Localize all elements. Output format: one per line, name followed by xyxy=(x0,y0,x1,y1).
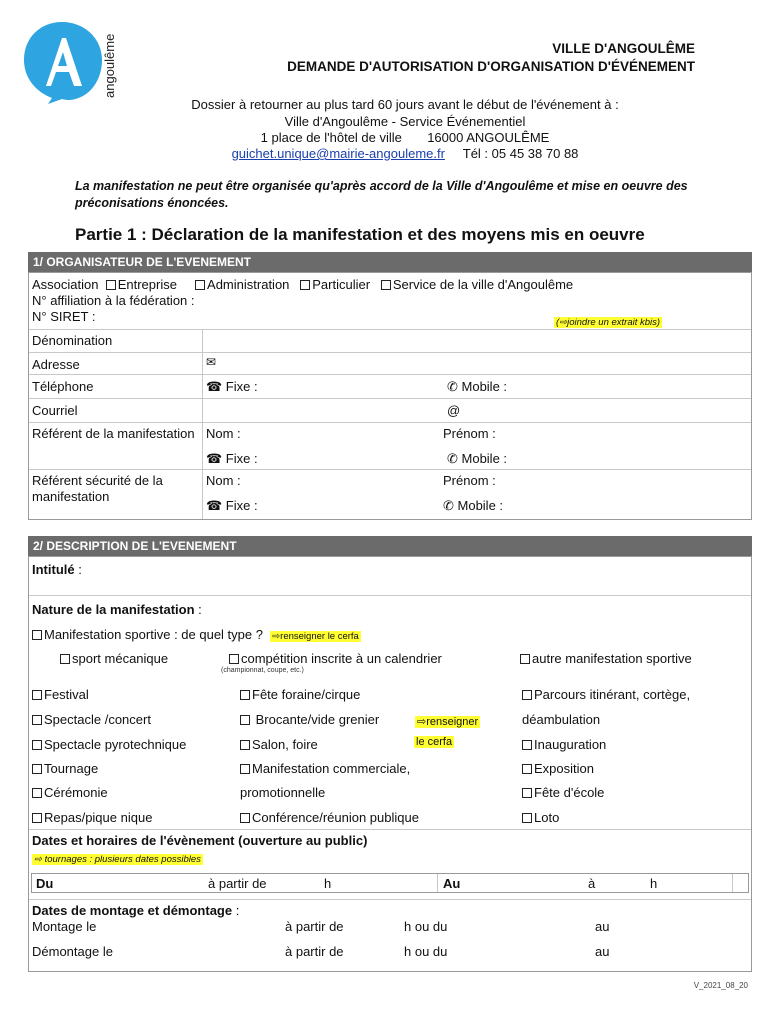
competition-label: compétition inscrite à un calendrier xyxy=(241,651,442,666)
au-label: Au xyxy=(443,876,461,891)
montage-a-partir: à partir de xyxy=(285,919,344,934)
promo-label: promotionnelle xyxy=(240,785,326,800)
city-name: VILLE D'ANGOULÊME xyxy=(552,41,695,56)
checkbox-sportive[interactable] xyxy=(32,630,42,640)
version-label: V_2021_08_20 xyxy=(693,981,748,990)
checkbox-salon[interactable] xyxy=(240,740,250,750)
checkbox-brocante[interactable] xyxy=(240,715,250,725)
checkbox-loto[interactable] xyxy=(522,813,532,823)
checkbox-administration[interactable] xyxy=(195,280,205,290)
montage-h-ou-du: h ou du xyxy=(404,919,448,934)
loto-label: Loto xyxy=(534,810,560,825)
checkbox-autre-sport[interactable] xyxy=(520,654,530,664)
ceremonie-label: Cérémonie xyxy=(44,785,108,800)
referent-fixe: ☎ Fixe : xyxy=(206,451,258,466)
demontage-h-ou-du: h ou du xyxy=(404,944,448,959)
organizer-table xyxy=(28,272,752,520)
checkbox-service-ville[interactable] xyxy=(381,280,391,290)
du-a-partir: à partir de xyxy=(208,876,267,891)
demontage-label: Démontage le xyxy=(32,944,113,959)
checkbox-tournage[interactable] xyxy=(32,764,42,774)
checkbox-competition[interactable] xyxy=(229,654,239,664)
telephone-fixe: ☎ Fixe : xyxy=(206,379,258,394)
sport-meca-label: sport mécanique xyxy=(72,651,169,666)
checkbox-spectacle[interactable] xyxy=(32,715,42,725)
checkbox-fete-ecole[interactable] xyxy=(522,788,532,798)
securite-mobile: ✆ Mobile : xyxy=(443,498,504,513)
email-link[interactable]: guichet.unique@mairie-angouleme.fr xyxy=(231,146,445,161)
competition-note: (championnat, coupe, etc.) xyxy=(221,667,304,674)
section1-header: 1/ ORGANISATEUR DE L'EVENEMENT xyxy=(28,252,752,272)
nature-row: Nature de la manifestation : xyxy=(32,602,202,617)
service-name: Ville d'Angoulême - Service Événementiel xyxy=(284,114,526,129)
tournages-note: ⇨ tournages : plusieurs dates possibles xyxy=(34,854,201,865)
checkbox-ceremonie[interactable] xyxy=(32,788,42,798)
deambulation-label: déambulation xyxy=(522,712,601,727)
organizer-type-row xyxy=(32,277,573,292)
commerciale-label: Manifestation commerciale, xyxy=(252,761,411,776)
form-header xyxy=(150,40,695,76)
dates-row xyxy=(31,873,749,893)
sportive-row xyxy=(32,627,361,642)
logo-wordmark: angoulême xyxy=(102,33,117,98)
du-label: Du xyxy=(36,876,54,891)
demontage-au: au xyxy=(595,944,610,959)
checkbox-exposition[interactable] xyxy=(522,764,532,774)
festival-label: Festival xyxy=(44,687,89,702)
securite-fixe: ☎ Fixe : xyxy=(206,498,258,513)
kbis-note: (⇨joindre un extrait kbis) xyxy=(556,317,661,328)
exposition-label: Exposition xyxy=(534,761,594,776)
checkbox-commerciale[interactable] xyxy=(240,764,250,774)
demontage-a-partir: à partir de xyxy=(285,944,344,959)
referent-securite-label: Référent sécurité de la manifestation xyxy=(32,473,163,504)
checkbox-particulier[interactable] xyxy=(300,280,310,290)
checkbox-parcours[interactable] xyxy=(522,690,532,700)
au-h: h xyxy=(650,876,658,891)
return-instructions: Dossier à retourner au plus tard 60 jours avant le début de l'événement à : xyxy=(191,97,619,112)
type-service-ville: Service de la ville d'Angoulême xyxy=(392,277,574,292)
montage-title: Dates de montage et démontage xyxy=(32,903,233,918)
fete-ecole-label: Fête d'école xyxy=(534,785,605,800)
checkbox-entreprise[interactable] xyxy=(106,280,116,290)
contact-line xyxy=(110,145,700,162)
type-administration: Administration xyxy=(207,277,290,292)
nature-label: Nature de la manifestation xyxy=(32,602,195,617)
fete-foraine-label: Fête foraine/cirque xyxy=(252,687,361,702)
checkbox-conference[interactable] xyxy=(240,813,250,823)
siret-label: N° SIRET : xyxy=(32,309,96,324)
pyro-label: Spectacle pyrotechnique xyxy=(44,737,187,752)
part1-title: Partie 1 : Déclaration de la manifestation et des moyens mis en oeuvre xyxy=(75,225,645,244)
adresse-label: Adresse xyxy=(32,357,80,372)
cerfa-note: ⇨renseigner le cerfa xyxy=(272,631,359,642)
denomination-label: Dénomination xyxy=(32,333,113,348)
autre-sport-label: autre manifestation sportive xyxy=(532,651,692,666)
conference-label: Conférence/réunion publique xyxy=(252,810,419,825)
referent-label: Référent de la manifestation xyxy=(32,426,195,441)
spectacle-label: Spectacle /concert xyxy=(44,712,151,727)
street: 1 place de l'hôtel de ville xyxy=(260,130,402,145)
section2-header: 2/ DESCRIPTION DE L'EVENEMENT xyxy=(28,536,752,556)
address-line xyxy=(110,129,700,146)
affiliation-label: N° affiliation à la fédération : xyxy=(32,293,195,308)
intitule-row: Intitulé : xyxy=(32,562,82,577)
brocante-cerfa-2: le cerfa xyxy=(416,736,453,748)
envelope-icon: ✉ xyxy=(206,355,217,369)
securite-prenom: Prénom : xyxy=(443,473,496,488)
telephone-label: Téléphone xyxy=(32,379,94,394)
montage-title-row: Dates de montage et démontage : xyxy=(32,903,240,918)
salon-label: Salon, foire xyxy=(252,737,318,752)
parcours-label: Parcours itinérant, cortège, xyxy=(534,687,691,702)
dates-title: Dates et horaires de l'évènement (ouverture au public) xyxy=(32,833,368,848)
phone-number: Tél : 05 45 38 70 88 xyxy=(462,146,579,161)
referent-mobile: ✆ Mobile : xyxy=(447,451,508,466)
au-a: à xyxy=(588,876,596,891)
sportive-label: Manifestation sportive : de quel type ? xyxy=(44,627,263,642)
association-label: Association xyxy=(32,277,99,292)
checkbox-inauguration[interactable] xyxy=(522,740,532,750)
type-entreprise: Entreprise xyxy=(117,277,177,292)
checkbox-pyro[interactable] xyxy=(32,740,42,750)
postcode-city: 16000 ANGOULÊME xyxy=(427,130,550,145)
checkbox-fete-foraine[interactable] xyxy=(240,690,250,700)
warning-notice: La manifestation ne peut être organisée qu'après accord de la Ville d'Angoulême et mise en oeuvre des préconisations énoncées. xyxy=(75,179,688,210)
inauguration-label: Inauguration xyxy=(534,737,607,752)
courriel-label: Courriel xyxy=(32,403,78,418)
repas-label: Repas/pique nique xyxy=(44,810,153,825)
referent-nom: Nom : xyxy=(206,426,241,441)
description-table xyxy=(28,556,752,972)
referent-prenom: Prénom : xyxy=(443,426,496,441)
checkbox-repas[interactable] xyxy=(32,813,42,823)
type-particulier: Particulier xyxy=(312,277,371,292)
telephone-mobile: ✆ Mobile : xyxy=(447,379,508,394)
angouleme-logo xyxy=(22,20,117,105)
at-icon: @ xyxy=(447,403,461,418)
checkbox-sport-meca[interactable] xyxy=(60,654,70,664)
tournage-label: Tournage xyxy=(44,761,99,776)
checkbox-festival[interactable] xyxy=(32,690,42,700)
securite-nom: Nom : xyxy=(206,473,241,488)
brocante-label: Brocante/vide grenier xyxy=(255,712,380,727)
montage-au: au xyxy=(595,919,610,934)
brocante-cerfa-1: ⇨renseigner xyxy=(417,716,479,728)
du-h: h xyxy=(324,876,332,891)
form-title: DEMANDE D'AUTORISATION D'ORGANISATION D'ÉVÉNEMENT xyxy=(287,59,695,74)
intitule-label: Intitulé xyxy=(32,562,75,577)
montage-label: Montage le xyxy=(32,919,97,934)
